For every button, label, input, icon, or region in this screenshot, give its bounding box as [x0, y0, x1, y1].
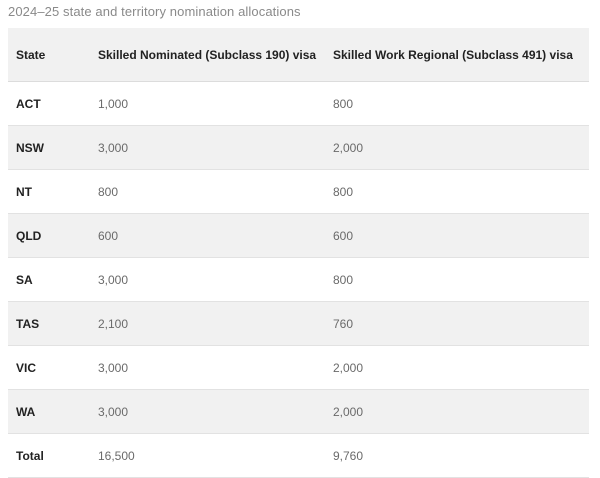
column-header-state: State: [8, 28, 98, 82]
subclass-190-cell: 3,000: [98, 390, 333, 434]
state-cell: ACT: [8, 82, 98, 126]
total-subclass-491-cell: 9,760: [333, 434, 589, 478]
subclass-190-cell: 1,000: [98, 82, 333, 126]
subclass-491-cell: 2,000: [333, 390, 589, 434]
table-header: [8, 28, 589, 82]
state-cell: NT: [8, 170, 98, 214]
subclass-491-cell: 800: [333, 82, 589, 126]
subclass-491-cell: 600: [333, 214, 589, 258]
subclass-190-cell: 3,000: [98, 346, 333, 390]
subclass-190-cell: 800: [98, 170, 333, 214]
table-caption: 2024–25 state and territory nomination allocations: [8, 4, 301, 19]
table-row-total: [8, 434, 589, 478]
table-row: [8, 390, 589, 434]
table-row: [8, 258, 589, 302]
header-row: [8, 28, 589, 82]
table-row: [8, 214, 589, 258]
state-cell: SA: [8, 258, 98, 302]
state-cell: VIC: [8, 346, 98, 390]
state-cell: WA: [8, 390, 98, 434]
subclass-491-cell: 2,000: [333, 346, 589, 390]
table-body: [8, 82, 589, 478]
allocations-table: [8, 28, 589, 478]
state-cell: NSW: [8, 126, 98, 170]
total-label-cell: Total: [8, 434, 98, 478]
state-cell: TAS: [8, 302, 98, 346]
column-header-subclass-491: Skilled Work Regional (Subclass 491) visa: [333, 28, 589, 82]
state-cell: QLD: [8, 214, 98, 258]
subclass-190-cell: 3,000: [98, 126, 333, 170]
subclass-491-cell: 800: [333, 170, 589, 214]
table-row: [8, 302, 589, 346]
table-row: [8, 82, 589, 126]
subclass-491-cell: 2,000: [333, 126, 589, 170]
subclass-491-cell: 800: [333, 258, 589, 302]
subclass-190-cell: 3,000: [98, 258, 333, 302]
column-header-subclass-190: Skilled Nominated (Subclass 190) visa: [98, 28, 333, 82]
subclass-491-cell: 760: [333, 302, 589, 346]
table-row: [8, 126, 589, 170]
table-row: [8, 346, 589, 390]
total-subclass-190-cell: 16,500: [98, 434, 333, 478]
table-row: [8, 170, 589, 214]
subclass-190-cell: 2,100: [98, 302, 333, 346]
subclass-190-cell: 600: [98, 214, 333, 258]
